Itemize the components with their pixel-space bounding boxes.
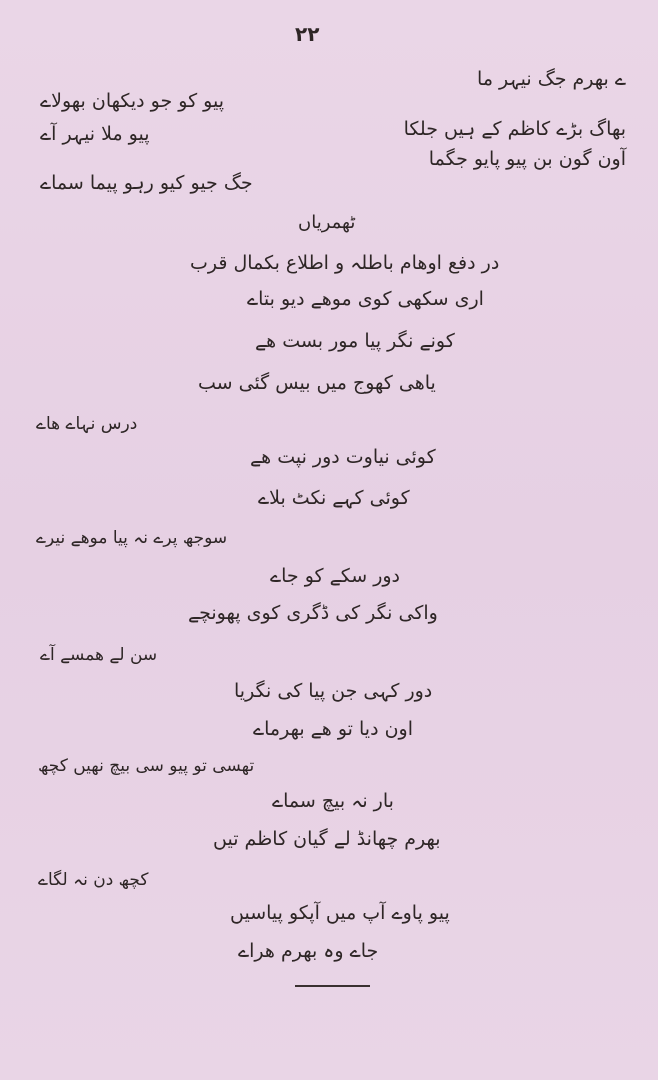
poem-line: کوئی نیاوت دور نپت ھے <box>250 446 436 468</box>
poem-line: یاھی کھوج میں بیس گئی سب <box>198 372 436 394</box>
couplet-3-right: آون گون بن پیو پایو جگما <box>428 148 626 170</box>
section-heading: ٹھمریاں <box>298 212 356 233</box>
couplet-1-left: پیو کو جو دیکھان بھولاے <box>40 90 224 112</box>
poem-line-refrain: سوجھ پرے نہ پیا موھے نیرے <box>36 528 228 548</box>
section-subheading: در دفع اوھام باطلہ و اطلاع بکمال قرب <box>190 252 500 274</box>
poem-line: واکی نگر کی ڈگری کوی پھونچے <box>188 602 438 624</box>
poem-line: کونے نگر پیا مور بست ھے <box>255 330 455 352</box>
poem-line-refrain: سن لے ھمسے آے <box>40 645 158 665</box>
poem-line: کوئی کہے نکٹ بلاے <box>258 487 410 509</box>
couplet-2-right: بھاگ بڑے کاظم کے ہیں جلکا <box>403 118 626 140</box>
poem-line: بار نہ بیچ سماے <box>272 790 394 812</box>
poem-line: پیو پاوے آپ میں آپکو پیاسیں <box>230 902 450 924</box>
page-number: ٢٢ <box>295 22 320 46</box>
couplet-2-left: پیو ملا نیہر آے <box>40 123 150 145</box>
couplet-1-right: ے بھرم جگ نیہر ما <box>477 68 626 90</box>
poem-line: جاے وہ بھرم ھراے <box>238 940 379 962</box>
poem-line: دور سکے کو جاے <box>270 565 401 587</box>
end-rule <box>295 985 370 987</box>
poem-line: بھرم چھانڈ لے گیان کاظم تیں <box>213 828 441 850</box>
poem-line-refrain: تھسی تو پیو سی بیچ نھیں کچھ <box>38 756 255 776</box>
couplet-3-left: جگ جیو کیو رہو پیما سماے <box>40 172 253 194</box>
poem-line-refrain: درس نہاے ھاے <box>36 414 138 434</box>
poem-line-refrain: کچھ دن نہ لگاے <box>38 870 149 890</box>
poem-line: دور کہی جن پیا کی نگریا <box>234 680 433 702</box>
poem-line: اون دیا تو ھے بھرماے <box>253 718 413 740</box>
poem-line: اری سکھی کوی موھے دیو بتاے <box>247 288 484 310</box>
